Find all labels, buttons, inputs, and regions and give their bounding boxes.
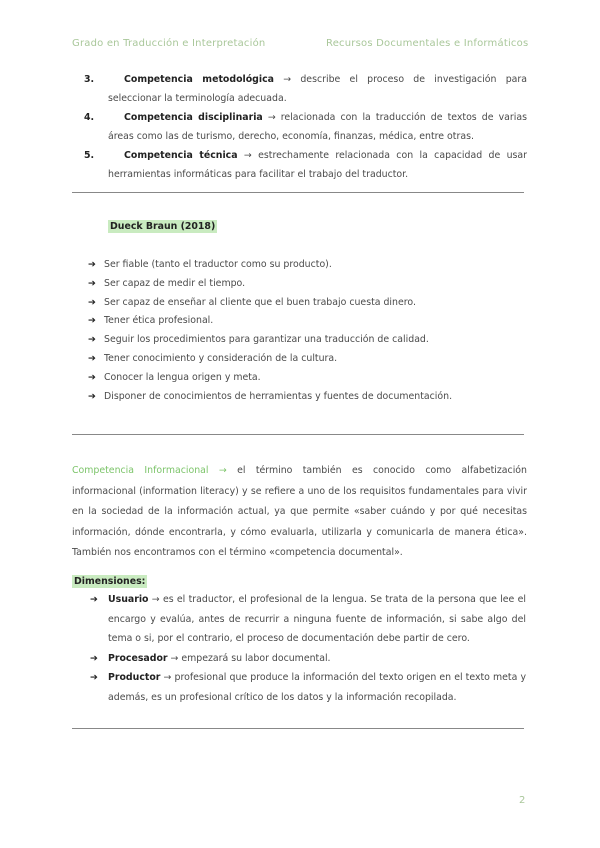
dimension-term: Usuario: [108, 594, 149, 605]
list-item: [88, 369, 518, 388]
list-item: [88, 312, 518, 331]
arrow-right-icon: ➔: [90, 652, 98, 664]
list-item: [88, 590, 526, 649]
informacional-text: el término también es conocido como alfabetización informacional (information literacy) y se refiere a uno de los requisitos fundamentales para vivir en la sociedad de la información actual, ya que permite «saber cuándo y por qué necesitas información, dónde encontrarla, y cómo evaluarla, utilizarla y comunicarla de manera ética». También nos encontramos con el término «competencia documental».: [72, 465, 527, 558]
dueck-title: Dueck Braun (2018): [110, 221, 216, 232]
list-item: [88, 668, 526, 707]
dimensiones-title: Dimensiones:: [74, 576, 146, 587]
item-number: 3.: [84, 74, 95, 85]
list-item: [88, 294, 518, 313]
list-item-text: Seguir los procedimientos para garantizar una traducción de calidad.: [104, 334, 429, 346]
list-item-text: Conocer la lengua origen y meta.: [104, 371, 261, 383]
arrow-right-icon: ➔: [88, 390, 96, 402]
competencia-item: [72, 108, 527, 146]
dimension-text: → profesional que produce la información del texto origen en el texto meta y además, es un profesional crítico de los datos y la información recopilada.: [108, 672, 526, 703]
list-item-text: Disponer de conocimientos de herramientas y fuentes de documentación.: [104, 390, 453, 402]
arrow-right-icon: ➔: [88, 371, 96, 383]
arrow-right-icon: ➔: [88, 315, 96, 327]
section-divider: [72, 728, 524, 729]
arrow-right-icon: ➔: [88, 352, 96, 364]
dimension-term: Productor: [108, 672, 161, 683]
list-item: [88, 256, 518, 275]
arrow-right-icon: ➔: [88, 277, 96, 289]
dimensiones-list: [88, 590, 526, 707]
page-number: 2: [519, 795, 526, 806]
item-number: 4.: [84, 112, 95, 123]
arrow-right-icon: ➔: [88, 334, 96, 346]
list-item-text: Ser capaz de enseñar al cliente que el buen trabajo cuesta dinero.: [104, 296, 416, 308]
list-item: [88, 649, 526, 669]
competencia-item: [72, 146, 527, 184]
section-divider: [72, 192, 524, 193]
item-term: Competencia metodológica: [124, 74, 274, 85]
item-text: → estrechamente relacionada con la capacidad de usar herramientas informáticas para facilitar el trabajo del traductor.: [108, 150, 528, 180]
dueck-heading: [108, 221, 217, 232]
header-subject-title: Recursos Documentales e Informáticos: [326, 38, 529, 49]
list-item-text: Ser fiable (tanto el traductor como su producto).: [104, 259, 332, 270]
item-term: Competencia técnica: [124, 150, 238, 161]
list-item-text: Ser capaz de medir el tiempo.: [104, 277, 246, 289]
section-divider: [72, 434, 524, 435]
list-item-text: Tener ética profesional.: [104, 315, 214, 327]
competencias-list: [72, 70, 527, 184]
item-term: Competencia disciplinaria: [124, 112, 263, 123]
competencia-item: [72, 70, 527, 108]
item-number: 5.: [84, 150, 95, 161]
list-item: [88, 388, 518, 407]
list-item: [88, 275, 518, 294]
arrow-right-icon: ➔: [90, 594, 98, 605]
dimension-term: Procesador: [108, 652, 168, 664]
list-item: [88, 331, 518, 350]
arrow-right-icon: ➔: [88, 259, 96, 270]
header-course-title: Grado en Traducción e Interpretación: [72, 38, 266, 49]
list-item: [88, 350, 518, 369]
informacional-term: Competencia Informacional →: [72, 465, 227, 476]
list-item-text: Tener conocimiento y consideración de la cultura.: [104, 352, 338, 364]
dimension-text: → empezará su labor documental.: [167, 652, 331, 664]
informacional-paragraph: [72, 461, 527, 564]
dimension-text: → es el traductor, el profesional de la lengua. Se trata de la persona que lee el encargo y evalúa, antes de recurrir a ninguna fuente de información, si sabe algo del tema o si, por el contrario, el proceso de documentación debe partir de cero.: [108, 594, 526, 644]
arrow-right-icon: ➔: [90, 672, 98, 683]
item-text: → relacionada con la traducción de textos de varias áreas como las de turismo, derecho, economía, finanzas, médica, entre otras.: [108, 112, 527, 142]
dimensiones-heading: [72, 576, 147, 587]
arrow-right-icon: ➔: [88, 296, 96, 308]
item-text: → describe el proceso de investigación para seleccionar la terminología adecuada.: [108, 74, 527, 104]
dueck-list: [88, 256, 518, 406]
